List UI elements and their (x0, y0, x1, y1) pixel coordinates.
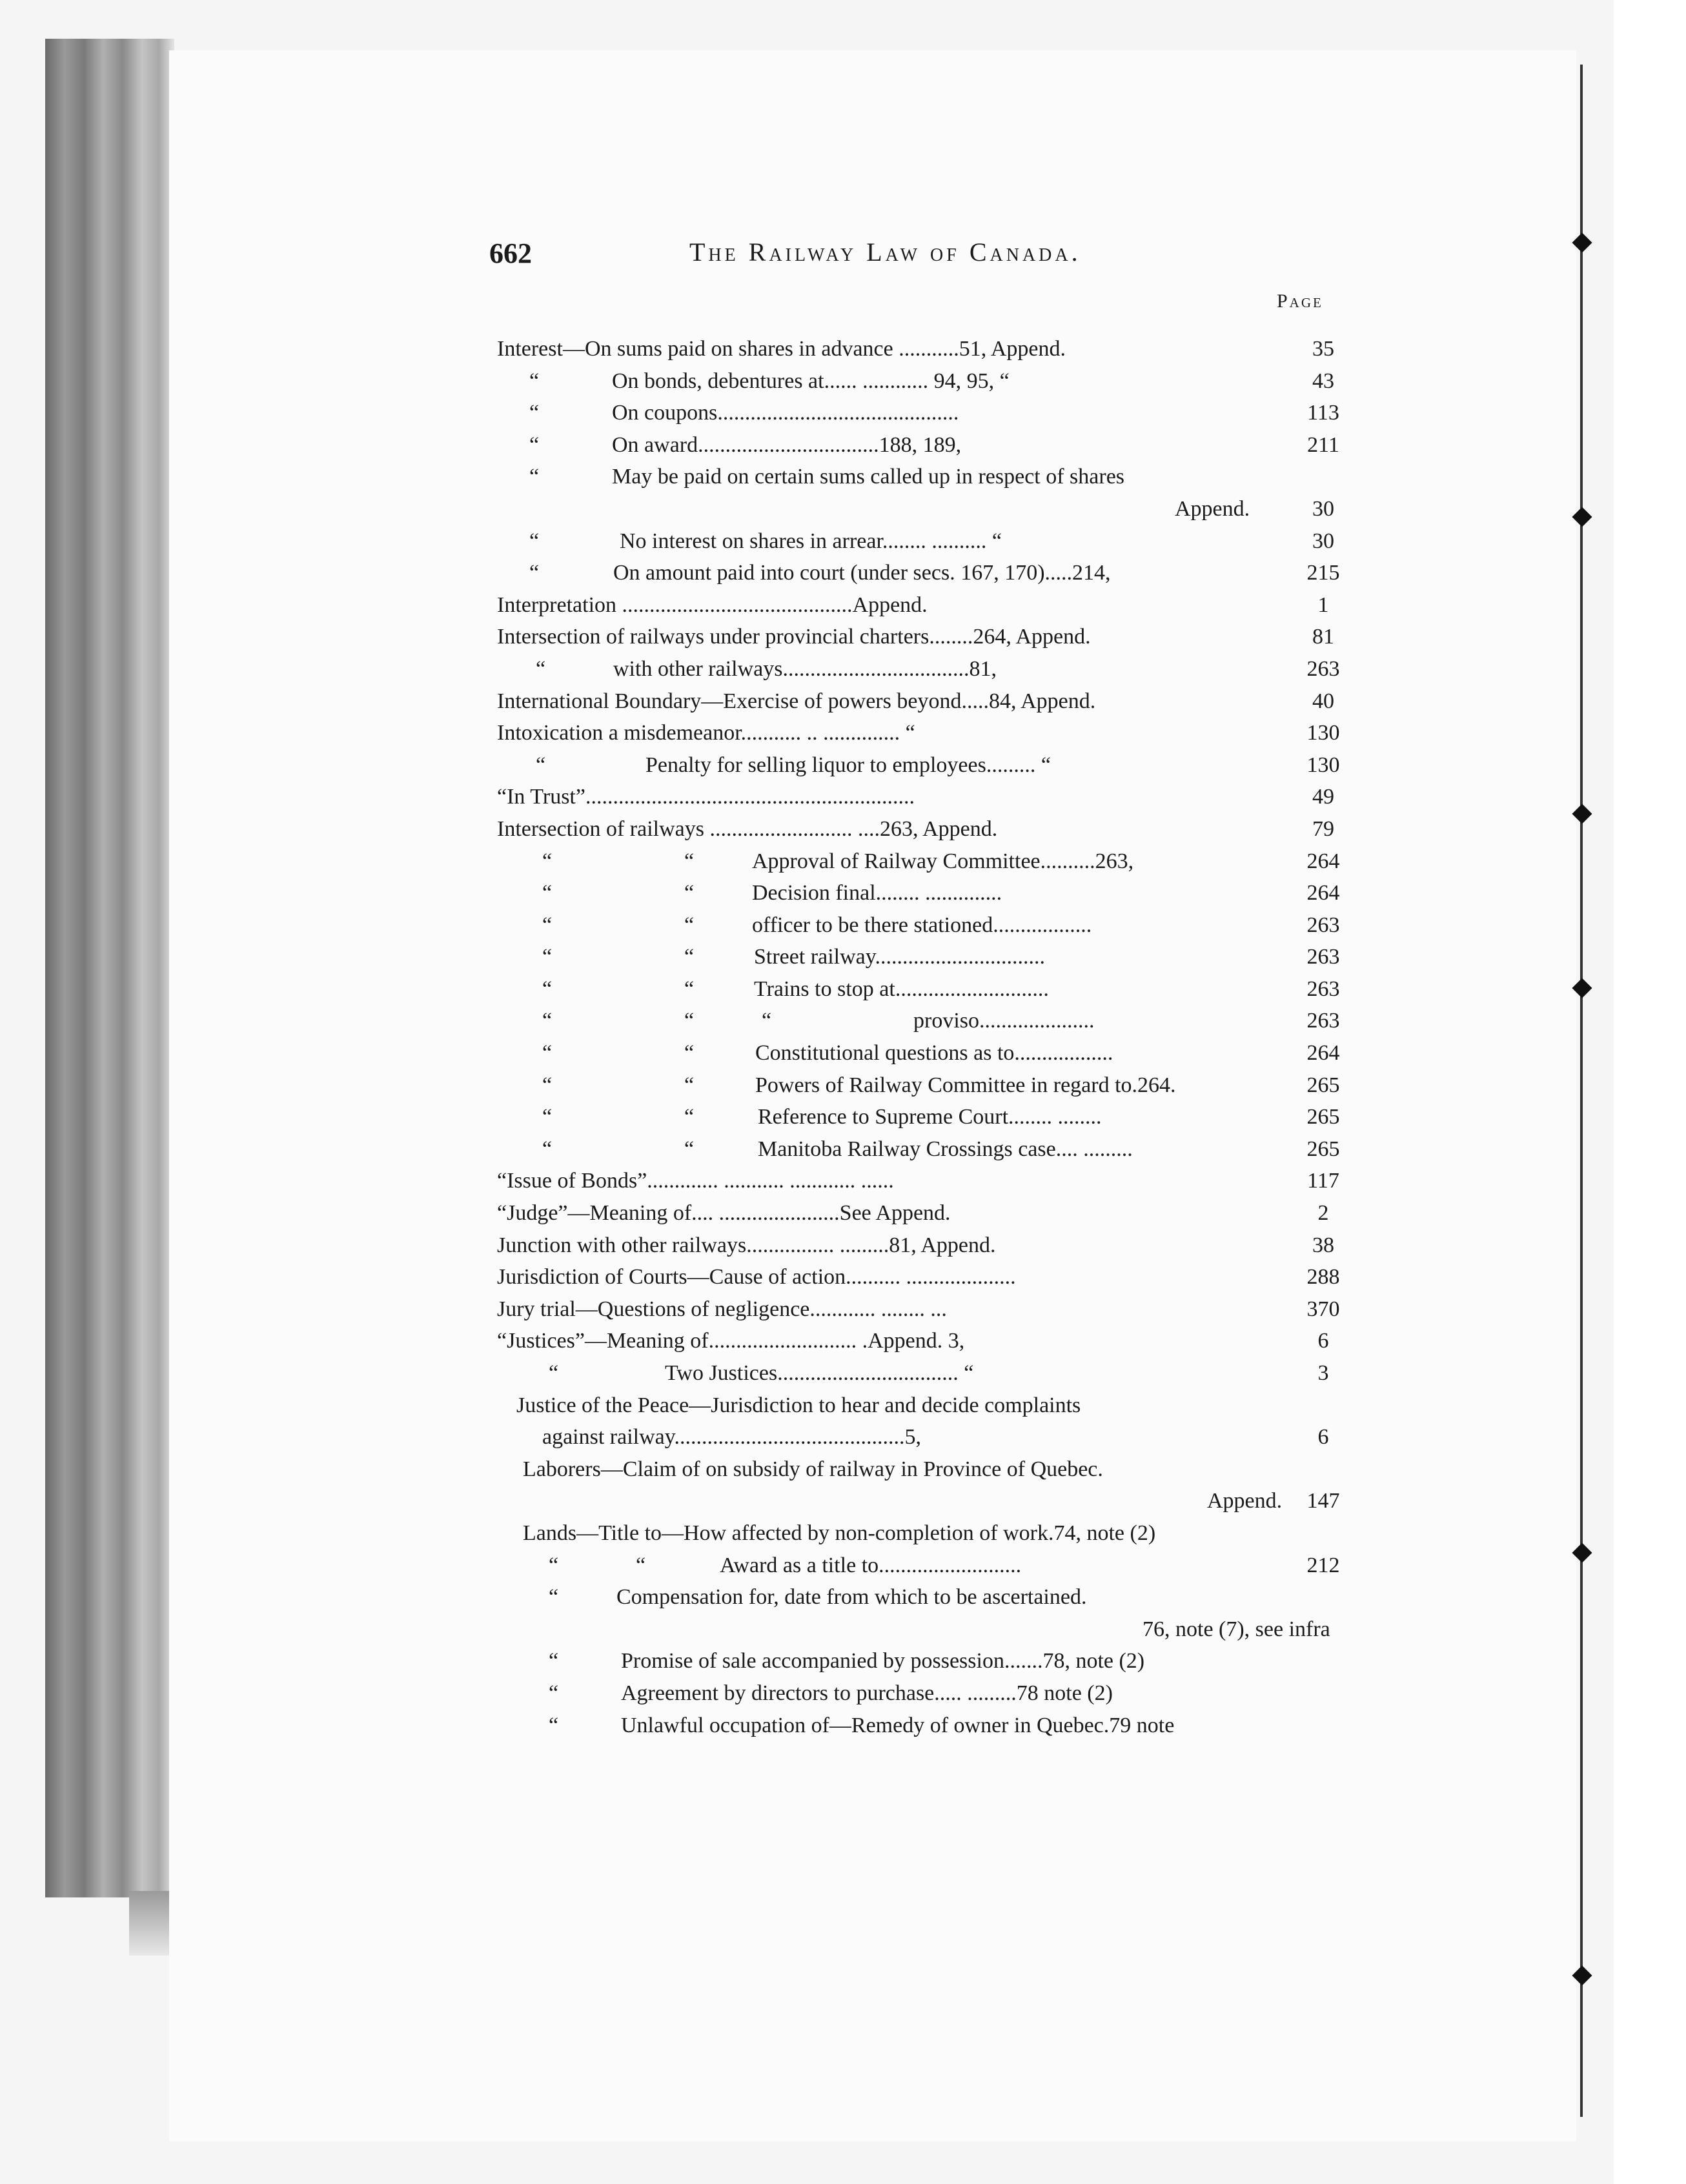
ditto-mark: “ (684, 1073, 695, 1097)
entry-page-number: 81 (1312, 625, 1334, 649)
entry-page-number: 264 (1306, 881, 1340, 905)
ditto-mark: “ (542, 1041, 553, 1066)
ditto-mark: “ (542, 945, 553, 969)
ditto-mark: “ (542, 1105, 553, 1129)
entry-text: Award as a title to.......................... (720, 1553, 1022, 1577)
ditto-mark: “ (542, 1009, 553, 1033)
index-entry (497, 589, 1375, 622)
entry-text: Decision final........ .............. (752, 881, 1002, 905)
entry-text: Two Justices................................. “ (665, 1361, 974, 1385)
ditto-mark: “ (536, 753, 546, 777)
ditto-mark: “ (684, 913, 695, 937)
entry-page-number: 2 (1317, 1201, 1329, 1226)
entry-text: On bonds, debentures at...... ............ 94, 95, “ (612, 369, 1010, 393)
index-entry (497, 1325, 1375, 1357)
entry-page-number: 6 (1317, 1329, 1329, 1353)
index-entry (497, 1581, 1375, 1613)
ditto-mark: “ (549, 1713, 559, 1737)
entry-page-number: 1 (1317, 592, 1329, 617)
entry-page-number: 215 (1306, 561, 1340, 585)
index-entry (497, 1710, 1375, 1742)
page-column-heading: Page (1277, 290, 1323, 312)
ditto-mark: “ (542, 976, 553, 1001)
ditto-mark: “ (684, 1137, 695, 1161)
entry-text: Interest—On sums paid on shares in advance ...........51, Append. (497, 337, 1066, 361)
entry-text: On award.................................188, 189, (612, 432, 962, 457)
index-entry (497, 909, 1375, 942)
entry-text: “In Trust”............................................................ (497, 785, 915, 809)
entry-text: May be paid on certain sums called up in respect of shares (612, 465, 1125, 489)
entry-page-number: 370 (1306, 1297, 1340, 1321)
entry-text: International Boundary—Exercise of powers beyond.....84, Append. (497, 689, 1096, 713)
ditto-mark: “ (684, 849, 695, 873)
ditto-mark: “ (549, 1553, 559, 1577)
ditto-mark: “ (549, 1361, 559, 1385)
ditto-mark: “ (636, 1553, 646, 1577)
entry-page-number: 113 (1307, 401, 1339, 425)
entry-text: Reference to Supreme Court........ ........ (758, 1105, 1102, 1129)
entry-text: Compensation for, date from which to be ascertained. (616, 1585, 1087, 1610)
entry-text: Lands—Title to—How affected by non-completion of work.74, note (2) (523, 1521, 1156, 1545)
index-entry (497, 653, 1375, 685)
index-entry (497, 1645, 1375, 1677)
index-entry (497, 973, 1375, 1006)
entry-text: On coupons............................................ (612, 401, 959, 425)
entry-text: 76, note (7), see infra (1143, 1617, 1330, 1641)
page-number: 662 (489, 238, 532, 269)
entry-text: Intersection of railways .......................... ....263, Append. (497, 816, 998, 841)
index-entry (497, 1165, 1375, 1197)
entry-page-number: 117 (1307, 1169, 1339, 1193)
ditto-mark: “ (542, 881, 553, 905)
index-entry (497, 1261, 1375, 1293)
index-entry (497, 1069, 1375, 1102)
ditto-mark: “ (542, 849, 553, 873)
entry-text: Intersection of railways under provincial charters........264, Append. (497, 625, 1091, 649)
ditto-mark: “ (542, 1073, 553, 1097)
entry-text: Junction with other railways................ .........81, Append. (497, 1233, 996, 1257)
entry-page-number: 38 (1312, 1233, 1334, 1257)
index-entry (497, 525, 1375, 558)
index-entry (497, 333, 1375, 365)
entry-page-number: 263 (1306, 1009, 1340, 1033)
index-entry (497, 1005, 1375, 1037)
index-entry (497, 1453, 1375, 1486)
entry-page-number: 212 (1306, 1553, 1340, 1577)
index-entry (497, 493, 1375, 525)
ditto-mark: “ (549, 1649, 559, 1673)
entry-page-number: 211 (1307, 432, 1339, 457)
index-entry (497, 429, 1375, 461)
entry-text: Interpretation ..........................................Append. (497, 592, 928, 617)
index-entry (497, 1101, 1375, 1133)
ditto-mark: “ (684, 1105, 695, 1129)
entry-page-number: 49 (1312, 785, 1334, 809)
book-page-edges (45, 39, 174, 1897)
entry-page-number: 265 (1306, 1137, 1340, 1161)
entry-text: Constitutional questions as to.................. (755, 1041, 1113, 1066)
ditto-mark: “ (542, 913, 553, 937)
entry-text: On amount paid into court (under secs. 167, 170).....214, (613, 561, 1111, 585)
entry-page-number: 288 (1306, 1265, 1340, 1289)
ditto-mark: “ (684, 976, 695, 1001)
entry-page-number: 264 (1306, 849, 1340, 873)
index-entries (497, 333, 1375, 1741)
entry-page-number: 130 (1306, 721, 1340, 745)
index-entry (497, 1550, 1375, 1582)
entry-text: “Justices”—Meaning of........................... .Append. 3, (497, 1329, 965, 1353)
index-entry (497, 557, 1375, 589)
entry-text: Manitoba Railway Crossings case.... ......... (758, 1137, 1133, 1161)
index-entry (497, 397, 1375, 429)
entry-text: Approval of Railway Committee..........263, (752, 849, 1134, 873)
index-entry (497, 941, 1375, 973)
entry-text: Justice of the Peace—Jurisdiction to hear and decide complaints (516, 1393, 1081, 1417)
entry-text: Append. (1175, 496, 1250, 521)
index-entry (497, 1357, 1375, 1390)
ditto-mark: “ (529, 561, 540, 585)
index-entry (497, 1677, 1375, 1710)
ditto-mark: “ (529, 529, 540, 553)
index-entry (497, 845, 1375, 878)
entry-text: Powers of Railway Committee in regard to.264. (755, 1073, 1176, 1097)
ditto-mark: “ (529, 432, 540, 457)
entry-text: officer to be there stationed.................. (752, 913, 1092, 937)
ditto-mark: “ (529, 465, 540, 489)
entry-text: Laborers—Claim of on subsidy of railway in Province of Quebec. (523, 1457, 1103, 1481)
ditto-mark: “ (536, 656, 546, 681)
ditto-mark: “ (549, 1585, 559, 1610)
entry-page-number: 263 (1306, 976, 1340, 1001)
entry-text: Agreement by directors to purchase..... .........78 note (2) (621, 1681, 1113, 1705)
ditto-mark: “ (549, 1681, 559, 1705)
ditto-mark: “ (529, 401, 540, 425)
index-entry (497, 1613, 1375, 1646)
index-entry (497, 877, 1375, 909)
entry-text: against railway..........................................5, (542, 1425, 922, 1450)
entry-text: Street railway............................... (754, 945, 1046, 969)
entry-text: proviso..................... (913, 1009, 1095, 1033)
facing-page-edge (1614, 0, 1686, 2184)
entry-text: Promise of sale accompanied by possession.......78, note (2) (621, 1649, 1145, 1673)
index-entry (497, 717, 1375, 749)
entry-page-number: 40 (1312, 689, 1334, 713)
entry-page-number: 3 (1317, 1361, 1329, 1385)
entry-page-number: 130 (1306, 753, 1340, 777)
entry-text: Jurisdiction of Courts—Cause of action.......... .................... (497, 1265, 1016, 1289)
entry-text: Jury trial—Questions of negligence............ ........ ... (497, 1297, 947, 1321)
entry-text: with other railways..................................81, (613, 656, 997, 681)
index-entry (497, 1390, 1375, 1422)
entry-page-number: 30 (1312, 529, 1334, 553)
index-entry (497, 1293, 1375, 1326)
index-entry (497, 813, 1375, 845)
ditto-mark: “ (684, 881, 695, 905)
entry-text: Trains to stop at............................ (754, 976, 1049, 1001)
ditto-mark: “ (684, 945, 695, 969)
index-entry (497, 1229, 1375, 1262)
entry-page-number: 265 (1306, 1073, 1340, 1097)
entry-text: “Judge”—Meaning of.... ......................See Append. (497, 1201, 951, 1226)
entry-page-number: 264 (1306, 1041, 1340, 1066)
entry-page-number: 30 (1312, 496, 1334, 521)
index-entry (497, 749, 1375, 782)
index-entry (497, 1485, 1375, 1517)
entry-text: “Issue of Bonds”............. ........... ............ ...... (497, 1169, 894, 1193)
entry-page-number: 263 (1306, 945, 1340, 969)
entry-text: Intoxication a misdemeanor........... .. .............. “ (497, 721, 915, 745)
entry-page-number: 6 (1317, 1425, 1329, 1450)
index-entry (497, 1517, 1375, 1550)
ditto-mark: “ (684, 1009, 695, 1033)
index-entry (497, 1037, 1375, 1069)
ditto-mark: “ (762, 1009, 772, 1033)
ditto-mark: “ (542, 1137, 553, 1161)
entry-text: Append. (1207, 1489, 1283, 1513)
page-header (489, 237, 1328, 276)
index-entry (497, 1133, 1375, 1166)
index-entry (497, 365, 1375, 398)
entry-page-number: 79 (1312, 816, 1334, 841)
ditto-mark: “ (529, 369, 540, 393)
index-entry (497, 685, 1375, 718)
entry-page-number: 265 (1306, 1105, 1340, 1129)
index-entry (497, 621, 1375, 653)
index-entry (497, 461, 1375, 493)
index-entry (497, 781, 1375, 813)
entry-text: No interest on shares in arrear........ .......... “ (620, 529, 1002, 553)
entry-page-number: 147 (1306, 1489, 1340, 1513)
entry-page-number: 35 (1312, 337, 1334, 361)
binding-line (1580, 65, 1583, 2117)
ditto-mark: “ (684, 1041, 695, 1066)
index-entry (497, 1197, 1375, 1229)
entry-text: Penalty for selling liquor to employees......... “ (645, 753, 1051, 777)
entry-page-number: 43 (1312, 369, 1334, 393)
index-entry (497, 1421, 1375, 1453)
entry-page-number: 263 (1306, 913, 1340, 937)
running-title: The Railway Law of Canada. (689, 238, 1081, 267)
entry-text: Unlawful occupation of—Remedy of owner in Quebec.79 note (621, 1713, 1175, 1737)
entry-page-number: 263 (1306, 656, 1340, 681)
